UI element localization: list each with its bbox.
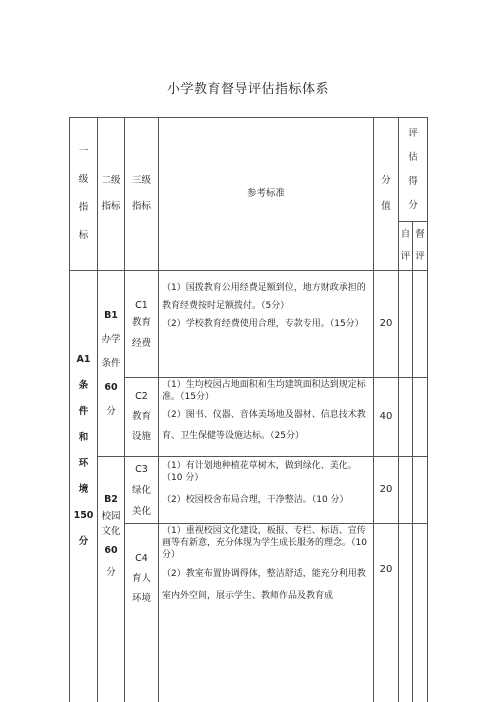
level2-b1	[98, 271, 124, 456]
header-self-eval	[399, 222, 412, 270]
level1-char: 环	[78, 458, 89, 469]
header-char: 得	[408, 175, 418, 187]
header-char: 评	[415, 251, 425, 262]
header-level3	[125, 118, 158, 270]
level1-points: 150	[73, 510, 94, 521]
level3-code: C3	[135, 463, 148, 475]
level2-name: 文化	[101, 526, 121, 537]
header-evaluation	[399, 118, 427, 221]
level2-points: 60	[104, 381, 118, 393]
table-border-right	[427, 117, 428, 702]
header-char: 评	[408, 127, 418, 139]
level3-name: 教育	[131, 316, 151, 328]
header-char: 估	[408, 151, 418, 163]
standard-c4	[162, 525, 371, 607]
level2-unit: 分	[106, 567, 116, 578]
header-char: 指	[78, 202, 89, 213]
level3-c3	[125, 457, 158, 523]
header-text: 指标	[101, 201, 121, 212]
level3-code: C4	[135, 553, 148, 564]
header-char: 级	[78, 174, 89, 185]
score-c3: 20	[379, 484, 393, 496]
standard-item: （1）有计划地种植花草树木，做到绿化、美化。（10 分）	[162, 461, 357, 483]
header-level1	[70, 118, 97, 270]
header-supervise-eval	[413, 222, 427, 270]
header-char: 分	[381, 175, 391, 186]
level2-name: 办学	[101, 333, 121, 345]
standard-item: （1）重视校园文化建设，板报、专栏、标语、宣传画等有新意，充分体现为学生成长服务的理念。（10 分）	[162, 526, 367, 560]
standard-item: （2）学校教育经费使用合理，专款专用。（15分）	[162, 319, 364, 329]
header-char: 评	[400, 251, 411, 262]
standard-item: （1）生均校园占地面积和生均建筑面积达到规定标准。（15分）	[162, 380, 366, 402]
column-divider	[412, 221, 413, 702]
standard-c2	[162, 379, 370, 447]
level2-unit: 分	[106, 405, 116, 417]
level2-name: 校园	[101, 511, 121, 522]
header-char: 督	[415, 229, 425, 240]
header-text: 二级	[101, 175, 121, 186]
level3-name: 育人	[131, 573, 151, 584]
level3-name: 设施	[131, 431, 151, 442]
level3-c1	[125, 271, 158, 377]
level1-a1	[70, 271, 97, 702]
level1-unit: 分	[78, 536, 89, 547]
standard-item: （2）教室布置协调得体，整洁舒适，能充分利用教室内外空间，展示学生、教师作品及教育成	[162, 569, 366, 601]
level3-code: C2	[135, 391, 148, 402]
header-char: 分	[408, 199, 418, 211]
level2-code: B2	[104, 494, 118, 505]
level2-name: 条件	[101, 357, 121, 369]
header-char: 值	[381, 201, 391, 212]
level3-name: 教育	[131, 411, 151, 422]
standard-item: （1）国拨教育公用经费足额到位，地方财政承担的教育经费按时足额拨付。（5分）	[162, 283, 366, 311]
header-text: 指标	[131, 201, 151, 212]
level2-code: B1	[104, 309, 118, 321]
header-score	[374, 118, 398, 270]
level3-name: 环境	[131, 593, 151, 604]
level3-c2	[125, 378, 158, 456]
level1-code: A1	[76, 354, 91, 365]
score-c1: 20	[379, 318, 393, 330]
standard-c3	[162, 460, 372, 506]
level2-b2	[98, 457, 124, 617]
header-text: 三级	[131, 175, 151, 186]
standard-item: （2）校园校舍布局合理，干净整洁。（10 分）	[162, 495, 349, 505]
level1-char: 件	[78, 406, 89, 417]
header-level2	[98, 118, 124, 270]
page-title: 小学教育督导评估指标体系	[166, 82, 329, 97]
level1-char: 和	[78, 432, 89, 443]
score-c2: 40	[379, 411, 393, 423]
header-char: 一	[78, 146, 89, 157]
standard-item: （2）图书、仪器、音体美场地及器材、信息技术教育、卫生保健等设施达标。（25分）	[162, 410, 366, 441]
score-c4: 20	[379, 564, 393, 576]
level3-name: 美化	[131, 505, 151, 517]
level1-char: 境	[78, 484, 89, 495]
level3-c4	[125, 524, 158, 634]
header-char: 自	[400, 229, 411, 240]
level2-points: 60	[104, 545, 118, 556]
level3-code: C1	[135, 299, 148, 311]
standard-c1	[162, 279, 370, 333]
header-standard: 参考标准	[246, 187, 285, 199]
level3-name: 绿化	[131, 484, 151, 496]
level1-char: 条	[78, 380, 89, 391]
header-char: 标	[78, 230, 89, 241]
level3-name: 经费	[131, 337, 151, 349]
